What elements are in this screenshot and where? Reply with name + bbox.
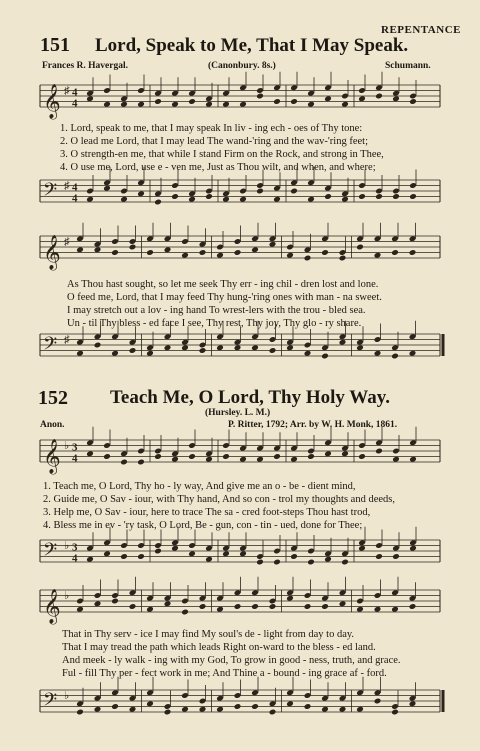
- note-head: [181, 609, 189, 616]
- hymn-author: Frances R. Havergal.: [42, 61, 129, 71]
- note-head: [286, 700, 294, 707]
- note-head: [339, 339, 347, 346]
- note-head: [251, 703, 259, 710]
- note-head: [356, 344, 364, 351]
- note-head: [269, 347, 277, 354]
- note-head: [111, 249, 119, 256]
- note-head: [234, 703, 242, 710]
- note-head: [374, 252, 382, 259]
- note-head: [374, 606, 382, 613]
- note-head: [256, 559, 264, 566]
- note-head: [103, 101, 111, 108]
- note-head: [199, 347, 207, 354]
- note-head: [273, 559, 281, 566]
- note-head: [111, 703, 119, 710]
- note-head: [181, 344, 189, 351]
- note-head: [171, 456, 179, 463]
- note-head: [205, 556, 213, 563]
- note-head: [409, 603, 417, 610]
- note-head: [358, 193, 366, 200]
- note-head: [94, 706, 102, 713]
- treble-clef: 𝄞: [43, 84, 61, 119]
- note-head: [76, 246, 84, 253]
- hymn-author: Anon.: [40, 420, 65, 430]
- note-head: [129, 603, 137, 610]
- hymn-composer: P. Ritter, 1792; Arr. by W. H. Monk, 1861.: [228, 420, 398, 430]
- note-head: [103, 550, 111, 557]
- note-head: [321, 706, 329, 713]
- note-head: [129, 706, 137, 713]
- note-head: [86, 556, 94, 563]
- note-head: [234, 603, 242, 610]
- note-head: [199, 603, 207, 610]
- note-head: [307, 101, 315, 108]
- note-head: [256, 188, 264, 195]
- note-head: [164, 709, 172, 716]
- note-head: [256, 456, 264, 463]
- key-signature: ♯: [64, 333, 70, 346]
- key-signature: ♭: [64, 539, 70, 552]
- note-head: [409, 193, 417, 200]
- note-head: [239, 101, 247, 108]
- note-head: [205, 456, 213, 463]
- verse-line: 2. Guide me, O Sav - iour, with Thy hand, And so con - trol my thoughts and deeds,: [43, 494, 395, 505]
- note-head: [111, 350, 119, 357]
- note-head: [137, 190, 145, 197]
- key-signature: ♯: [64, 179, 70, 192]
- note-head: [222, 196, 230, 203]
- note-head: [269, 603, 277, 610]
- note-head: [137, 101, 145, 108]
- time-signature: 4: [72, 181, 78, 194]
- note-head: [307, 196, 315, 203]
- note-head: [164, 600, 172, 607]
- verse-line: 3. O strength-en me, that while I stand Firm on the Rock, and strong in Thee,: [60, 149, 384, 160]
- note-head: [154, 98, 162, 105]
- note-head: [154, 199, 162, 206]
- note-head: [120, 553, 128, 560]
- note-head: [290, 98, 298, 105]
- note-head: [375, 553, 383, 560]
- note-head: [409, 249, 417, 256]
- note-head: [120, 196, 128, 203]
- hymn-tune: (Hursley. L. M.): [205, 408, 271, 418]
- note-head: [129, 347, 137, 354]
- note-head: [304, 350, 312, 357]
- note-head: [304, 255, 312, 262]
- verse-line: 4. Bless me in ev - 'ry task, O Lord, Be - gun, con - tin - ued, done for Thee;: [43, 520, 363, 531]
- note-head: [304, 603, 312, 610]
- note-head: [251, 603, 259, 610]
- verse-line: Un - til Thy bless - ed face I see, Thy rest, Thy joy, Thy glo - ry share.: [67, 318, 362, 329]
- hymn-tune: (Canonbury. 8s.): [208, 61, 276, 71]
- note-head: [239, 456, 247, 463]
- note-head: [146, 700, 154, 707]
- note-head: [199, 706, 207, 713]
- note-head: [76, 606, 84, 613]
- note-head: [391, 709, 399, 716]
- note-head: [341, 101, 349, 108]
- verse-line: That in Thy serv - ice I may find My soul's de - light from day to day.: [62, 629, 355, 640]
- note-head: [76, 350, 84, 357]
- key-signature: ♭: [64, 689, 70, 702]
- note-head: [273, 196, 281, 203]
- bass-clef: 𝄢: [43, 180, 58, 205]
- note-head: [321, 353, 329, 360]
- note-head: [375, 448, 383, 455]
- verse-line: And meek - ly walk - ing with my God, To grow in good - ness, truth, and grace.: [62, 655, 401, 666]
- note-head: [392, 553, 400, 560]
- note-head: [356, 706, 364, 713]
- note-head: [339, 600, 347, 607]
- note-head: [358, 95, 366, 102]
- note-head: [286, 595, 294, 602]
- note-head: [205, 193, 213, 200]
- note-head: [391, 353, 399, 360]
- note-head: [307, 453, 315, 460]
- note-head: [273, 453, 281, 460]
- note-head: [216, 344, 224, 351]
- bass-clef: 𝄢: [43, 690, 58, 715]
- note-head: [199, 249, 207, 256]
- note-head: [94, 246, 102, 253]
- note-head: [216, 252, 224, 259]
- verse-line: 2. O lead me Lord, that I may lead The wand-'ring and the wav-'ring feet;: [60, 136, 368, 147]
- note-head: [341, 450, 349, 457]
- note-head: [164, 344, 172, 351]
- note-head: [103, 453, 111, 460]
- note-head: [120, 101, 128, 108]
- note-head: [154, 548, 162, 555]
- note-head: [256, 93, 264, 100]
- note-head: [154, 453, 162, 460]
- note-head: [269, 709, 277, 716]
- note-head: [222, 101, 230, 108]
- note-head: [286, 344, 294, 351]
- note-head: [286, 252, 294, 259]
- note-head: [324, 556, 332, 563]
- verse-line: 4. O use me, Lord, use e - ven me, Just as Thou wilt, and when, and where;: [60, 162, 376, 173]
- note-head: [137, 553, 145, 560]
- note-head: [251, 344, 259, 351]
- note-head: [358, 545, 366, 552]
- note-head: [290, 456, 298, 463]
- note-head: [234, 249, 242, 256]
- note-head: [146, 606, 154, 613]
- note-head: [324, 95, 332, 102]
- note-head: [356, 606, 364, 613]
- note-head: [76, 709, 84, 716]
- note-head: [341, 196, 349, 203]
- time-signature: 4: [72, 97, 78, 110]
- note-head: [409, 456, 417, 463]
- note-head: [409, 350, 417, 357]
- note-head: [205, 101, 213, 108]
- note-head: [324, 193, 332, 200]
- hymn-composer: Schumann.: [385, 61, 431, 71]
- note-head: [324, 450, 332, 457]
- note-head: [234, 344, 242, 351]
- verse-line: O feed me, Lord, that I may feed Thy hung-'ring ones with man - na sweet.: [67, 292, 382, 303]
- note-head: [391, 249, 399, 256]
- verse-line: As Thou hast sought, so let me seek Thy err - ing chil - dren lost and lone.: [67, 279, 379, 290]
- note-head: [409, 545, 417, 552]
- key-signature: ♭: [64, 439, 70, 452]
- section-heading: REPENTANCE: [381, 24, 461, 36]
- note-head: [188, 196, 196, 203]
- note-head: [120, 459, 128, 466]
- treble-clef: 𝄞: [43, 235, 61, 270]
- note-head: [222, 453, 230, 460]
- note-head: [137, 459, 145, 466]
- note-head: [146, 249, 154, 256]
- note-head: [216, 706, 224, 713]
- note-head: [216, 606, 224, 613]
- note-head: [239, 196, 247, 203]
- hymn-title: Teach Me, O Lord, Thy Holy Way.: [110, 387, 390, 408]
- note-head: [339, 255, 347, 262]
- note-head: [273, 98, 281, 105]
- time-signature: 4: [72, 452, 78, 465]
- note-head: [409, 700, 417, 707]
- note-head: [391, 606, 399, 613]
- treble-clef: 𝄞: [43, 589, 61, 624]
- bass-clef: 𝄢: [43, 334, 58, 359]
- time-signature: 4: [72, 192, 78, 205]
- note-head: [188, 550, 196, 557]
- note-head: [304, 703, 312, 710]
- note-head: [86, 196, 94, 203]
- bass-clef: 𝄢: [43, 540, 58, 565]
- note-head: [86, 95, 94, 102]
- note-head: [171, 101, 179, 108]
- note-head: [374, 698, 382, 705]
- key-signature: ♯: [64, 84, 70, 97]
- note-head: [94, 600, 102, 607]
- note-head: [181, 252, 189, 259]
- note-head: [111, 598, 119, 605]
- time-signature: 3: [72, 541, 78, 554]
- time-signature: 3: [72, 441, 78, 454]
- note-head: [239, 550, 247, 557]
- note-head: [341, 559, 349, 566]
- note-head: [290, 553, 298, 560]
- note-head: [375, 93, 383, 100]
- note-head: [251, 246, 259, 253]
- hymn-number: 151: [40, 34, 70, 56]
- note-head: [307, 559, 315, 566]
- note-head: [392, 193, 400, 200]
- note-head: [358, 453, 366, 460]
- verse-line: I may stretch out a lov - ing hand To wrest-lers with the trou - bled sea.: [67, 305, 366, 316]
- note-head: [375, 193, 383, 200]
- note-head: [86, 450, 94, 457]
- note-head: [392, 456, 400, 463]
- note-head: [188, 98, 196, 105]
- note-head: [146, 350, 154, 357]
- note-head: [269, 241, 277, 248]
- note-head: [171, 193, 179, 200]
- verse-line: 1. Lord, speak to me, that I may speak In liv - ing ech - oes of Thy tone:: [60, 123, 363, 134]
- note-head: [409, 98, 417, 105]
- note-head: [356, 244, 364, 251]
- note-head: [181, 706, 189, 713]
- verse-line: 1. Teach me, O Lord, Thy ho - ly way, And give me an o - be - dient mind,: [43, 481, 356, 492]
- note-head: [321, 603, 329, 610]
- note-head: [164, 246, 172, 253]
- note-head: [374, 350, 382, 357]
- note-head: [290, 188, 298, 195]
- time-signature: 4: [72, 552, 78, 565]
- note-head: [103, 185, 111, 192]
- note-head: [188, 453, 196, 460]
- note-head: [222, 550, 230, 557]
- hymn-number: 152: [38, 387, 68, 409]
- note-head: [129, 244, 137, 251]
- verse-line: Ful - fill Thy per - fect work in me; And Thine a - bound - ing grace af - ford.: [62, 668, 387, 679]
- key-signature: ♭: [64, 589, 70, 602]
- hymn-title: Lord, Speak to Me, That I May Speak.: [95, 35, 409, 56]
- note-head: [339, 706, 347, 713]
- note-head: [171, 545, 179, 552]
- verse-line: 3. Help me, O Sav - iour, here to trace The sa - cred foot-steps Thou hast trod,: [43, 507, 371, 518]
- key-signature: ♯: [64, 235, 70, 248]
- note-head: [94, 342, 102, 349]
- note-head: [321, 249, 329, 256]
- treble-clef: 𝄞: [43, 439, 61, 474]
- verse-line: That I may tread the path which leads Right on-ward to the bless - ed land.: [62, 642, 376, 653]
- note-head: [392, 95, 400, 102]
- time-signature: 4: [72, 86, 78, 99]
